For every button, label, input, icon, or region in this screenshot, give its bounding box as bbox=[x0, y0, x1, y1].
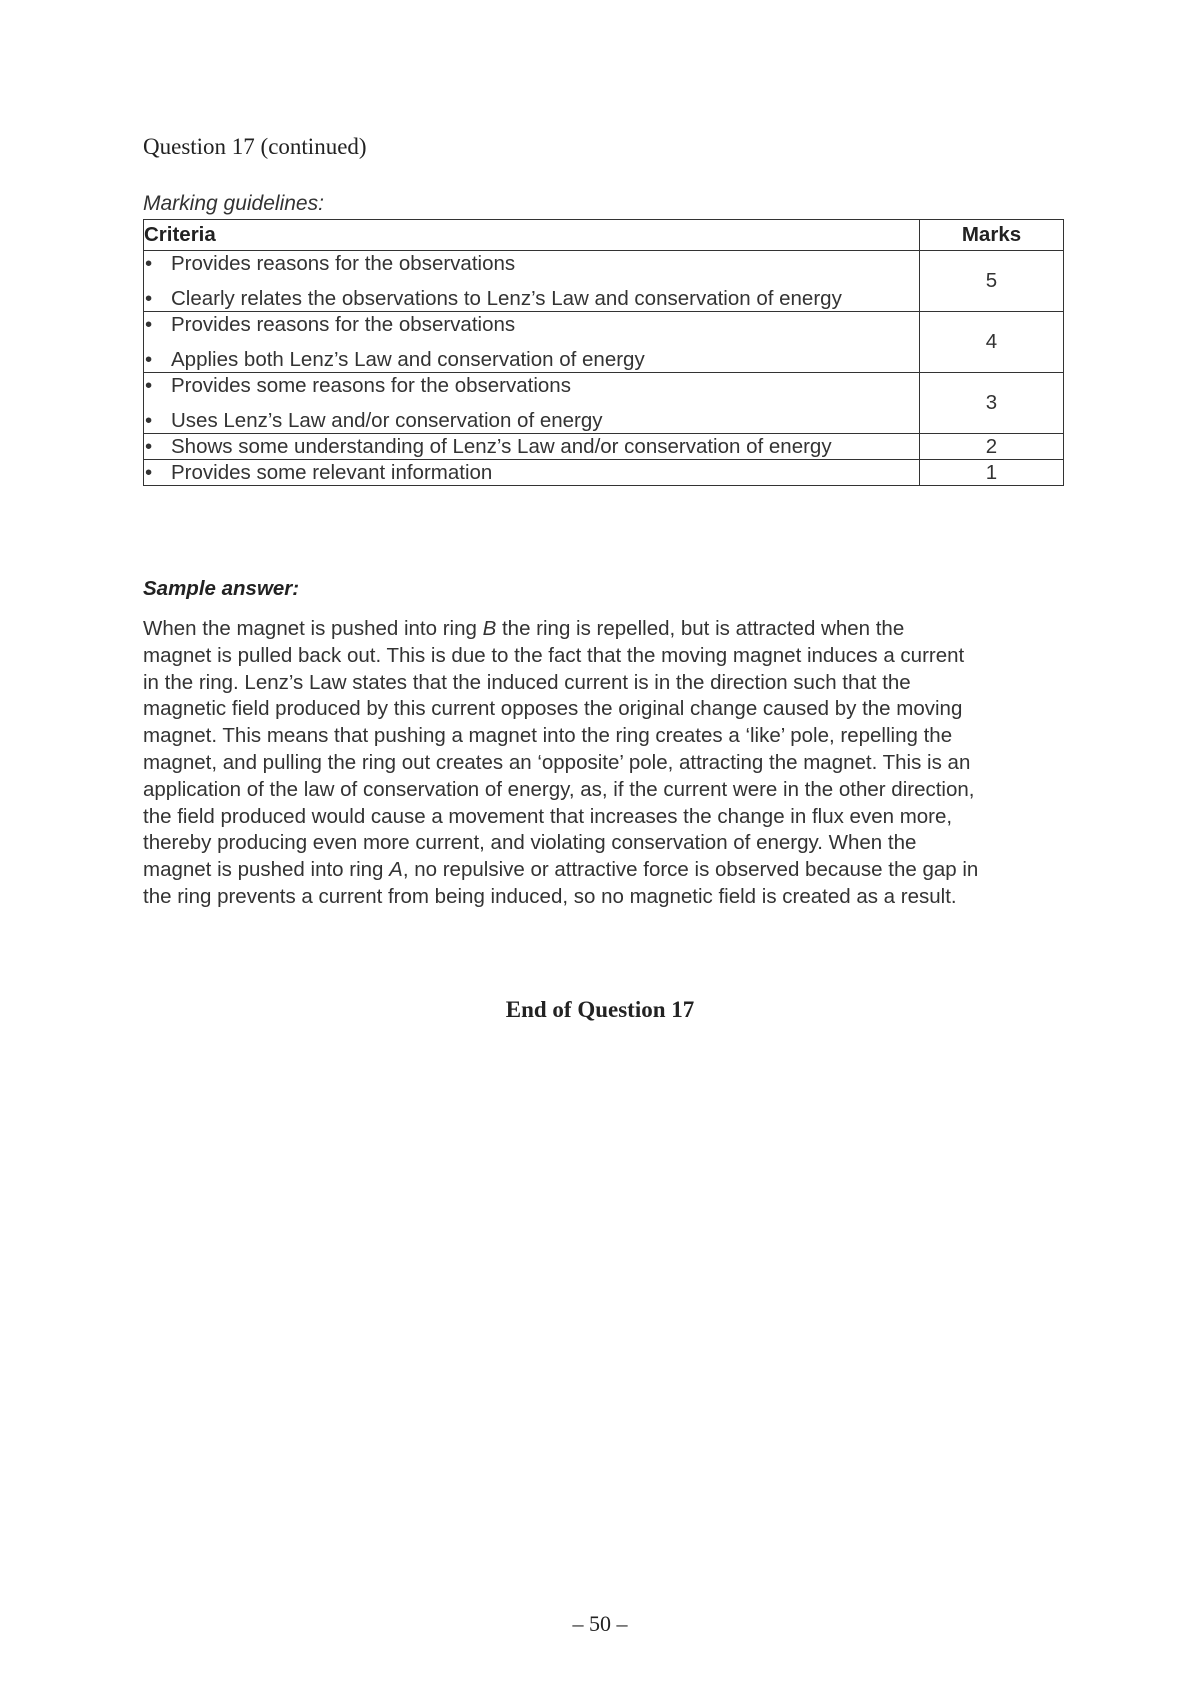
end-of-question: End of Question 17 bbox=[505, 997, 695, 1022]
criteria-list bbox=[144, 312, 919, 372]
criteria-cell bbox=[144, 373, 920, 434]
criteria-cell bbox=[144, 312, 920, 373]
bullet-icon: • bbox=[145, 435, 153, 458]
criteria-text: Provides some reasons for the observations bbox=[171, 374, 571, 397]
criteria-text: Provides reasons for the observations bbox=[171, 252, 516, 275]
answer-line bbox=[143, 857, 1073, 884]
criteria-text: Applies both Lenz’s Law and conservation of energy bbox=[171, 348, 645, 371]
sample-answer-label: Sample answer: bbox=[143, 577, 300, 600]
criteria-item bbox=[144, 408, 919, 433]
ring-label: B bbox=[482, 617, 497, 640]
criteria-text: Provides reasons for the observations bbox=[171, 313, 516, 336]
bullet-icon: • bbox=[145, 374, 153, 397]
criteria-item bbox=[144, 312, 919, 337]
table-row bbox=[144, 373, 1064, 434]
answer-line: application of the law of conservation of energy, as, if the current were in the other direction, bbox=[143, 777, 975, 801]
criteria-cell bbox=[144, 434, 920, 460]
table-row bbox=[144, 460, 1064, 486]
answer-line: magnet is pulled back out. This is due to the fact that the moving magnet induces a current bbox=[143, 643, 965, 667]
page-number: – 50 – bbox=[572, 1611, 628, 1636]
criteria-item bbox=[144, 251, 919, 276]
marks-cell: 5 bbox=[920, 251, 1064, 312]
table-header-row bbox=[144, 220, 1064, 251]
answer-text: , no repulsive or attractive force is observed because the gap in bbox=[402, 858, 979, 882]
marks-cell: 2 bbox=[920, 434, 1064, 460]
criteria-item bbox=[144, 373, 919, 398]
bullet-icon: • bbox=[145, 287, 153, 310]
table-row bbox=[144, 434, 1064, 460]
answer-line: thereby producing even more current, and violating conservation of energy. When the bbox=[143, 831, 917, 855]
answer-text: When the magnet is pushed into ring bbox=[143, 617, 483, 640]
criteria-text: Provides some relevant information bbox=[171, 461, 493, 484]
bullet-icon: • bbox=[145, 252, 153, 275]
answer-line: magnetic field produced by this current opposes the original change caused by the moving bbox=[143, 697, 963, 721]
bullet-icon: • bbox=[145, 461, 153, 484]
criteria-text: Clearly relates the observations to Lenz’s Law and conservation of energy bbox=[171, 287, 842, 310]
criteria-item bbox=[144, 286, 919, 311]
answer-line: in the ring. Lenz’s Law states that the induced current is in the direction such that the bbox=[143, 670, 911, 694]
answer-text: the ring is repelled, but is attracted when the bbox=[496, 617, 905, 640]
criteria-text: Shows some understanding of Lenz’s Law and/or conservation of energy bbox=[171, 435, 832, 458]
bullet-icon: • bbox=[145, 313, 153, 336]
answer-line: the ring prevents a current from being induced, so no magnetic field is created as a result. bbox=[143, 884, 957, 908]
criteria-cell bbox=[144, 251, 920, 312]
marks-column-header: Marks bbox=[920, 220, 1064, 251]
criteria-item bbox=[144, 347, 919, 372]
criteria-list bbox=[144, 460, 919, 485]
marking-guidelines-label: Marking guidelines: bbox=[143, 192, 324, 215]
criteria-item bbox=[144, 434, 919, 459]
criteria-cell bbox=[144, 460, 920, 486]
answer-text: magnet is pushed into ring bbox=[143, 858, 390, 882]
ring-label: A bbox=[389, 858, 403, 882]
bullet-icon: • bbox=[145, 348, 153, 371]
criteria-item bbox=[144, 460, 919, 485]
criteria-text: Uses Lenz’s Law and/or conservation of energy bbox=[171, 409, 603, 432]
answer-line: magnet, and pulling the ring out creates an ‘opposite’ pole, attracting the magnet. This is an bbox=[143, 750, 971, 774]
criteria-list bbox=[144, 251, 919, 311]
answer-line: the field produced would cause a movement that increases the change in flux even more, bbox=[143, 804, 953, 828]
bullet-icon: • bbox=[145, 409, 153, 432]
question-heading: Question 17 (continued) bbox=[143, 134, 367, 159]
marks-cell: 3 bbox=[920, 373, 1064, 434]
marking-criteria-table bbox=[143, 219, 1064, 486]
criteria-list bbox=[144, 373, 919, 433]
table-row bbox=[144, 251, 1064, 312]
marks-cell: 4 bbox=[920, 312, 1064, 373]
marks-cell: 1 bbox=[920, 460, 1064, 486]
table-row bbox=[144, 312, 1064, 373]
answer-line: magnet. This means that pushing a magnet into the ring creates a ‘like’ pole, repelling the bbox=[143, 724, 953, 748]
criteria-list bbox=[144, 434, 919, 459]
criteria-column-header: Criteria bbox=[144, 220, 920, 251]
sample-answer-text bbox=[143, 616, 1073, 911]
answer-line bbox=[143, 616, 1073, 643]
